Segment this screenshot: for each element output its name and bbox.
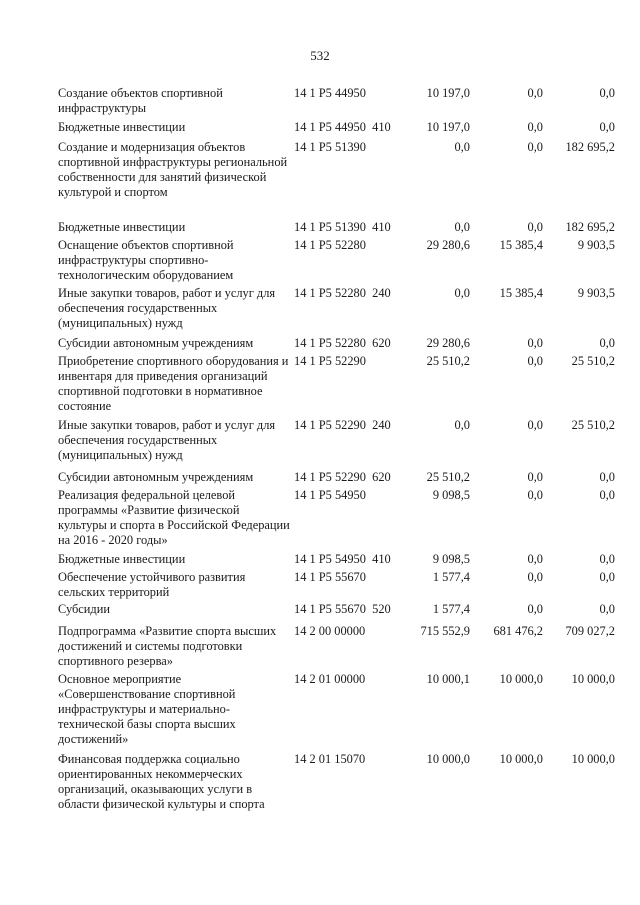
row-name: Реализация федеральной целевой программы «Развитие физической культуры и спорта в Российской Федерации на 2016 - 2020 годы» — [58, 488, 290, 547]
row-value-1: 715 552,9 — [420, 624, 470, 638]
row-value-1: 10 000,1 — [426, 672, 470, 686]
row-value-3: 182 695,2 — [565, 220, 615, 234]
table-row — [0, 470, 640, 486]
table-row — [0, 286, 640, 332]
row-name: Оснащение объектов спортивной инфраструктуры спортивно-технологическим оборудованием — [58, 238, 234, 282]
row-value-1: 1 577,4 — [432, 570, 470, 584]
table-row — [0, 624, 640, 668]
table-row — [0, 752, 640, 828]
row-code: 14 1 P5 55670 520 — [294, 602, 391, 616]
row-value-1: 9 098,5 — [432, 488, 470, 502]
row-code: 14 1 P5 52280 620 — [294, 336, 391, 350]
row-value-3: 10 000,0 — [571, 672, 615, 686]
row-value-3: 182 695,2 — [565, 140, 615, 154]
row-value-2: 10 000,0 — [499, 752, 543, 766]
row-code: 14 1 P5 51390 410 — [294, 220, 391, 234]
table-row — [0, 120, 640, 136]
row-code: 14 1 P5 44950 — [294, 86, 366, 100]
row-value-2: 0,0 — [527, 140, 543, 154]
table-row — [0, 418, 640, 464]
row-value-1: 29 280,6 — [426, 336, 470, 350]
table-row — [0, 570, 640, 600]
row-value-3: 10 000,0 — [571, 752, 615, 766]
row-value-1: 0,0 — [454, 286, 470, 300]
row-value-2: 0,0 — [527, 86, 543, 100]
row-value-3: 0,0 — [599, 602, 615, 616]
row-value-3: 25 510,2 — [571, 418, 615, 432]
row-code: 14 1 P5 52290 — [294, 354, 366, 368]
table-row — [0, 336, 640, 352]
row-name: Основное мероприятие «Совершенствование спортивной инфраструктуры и материально-технической базы спорта высших достижений» — [58, 672, 236, 746]
row-value-3: 25 510,2 — [571, 354, 615, 368]
table-row — [0, 354, 640, 414]
row-value-3: 0,0 — [599, 470, 615, 484]
row-code: 14 2 00 00000 — [294, 624, 366, 638]
row-value-3: 0,0 — [599, 120, 615, 134]
row-value-2: 0,0 — [527, 488, 543, 502]
row-value-3: 0,0 — [599, 336, 615, 350]
row-value-1: 29 280,6 — [426, 238, 470, 252]
row-value-1: 0,0 — [454, 418, 470, 432]
row-value-1: 25 510,2 — [426, 470, 470, 484]
row-code: 14 1 P5 54950 410 — [294, 552, 391, 566]
row-value-2: 681 476,2 — [493, 624, 543, 638]
row-name: Финансовая поддержка социально ориентированных некоммерческих организаций, оказывающих услуги в области физической культуры и спорта — [58, 752, 265, 811]
row-code: 14 1 P5 55670 — [294, 570, 366, 584]
row-value-2: 15 385,4 — [499, 238, 543, 252]
row-value-1: 10 000,0 — [426, 752, 470, 766]
row-value-3: 0,0 — [599, 552, 615, 566]
row-code: 14 1 P5 54950 — [294, 488, 366, 502]
table-row — [0, 602, 640, 618]
table-row — [0, 238, 640, 282]
row-name: Бюджетные инвестиции — [58, 220, 186, 234]
table-row — [0, 140, 640, 216]
row-name: Подпрограмма «Развитие спорта высших достижений и системы подготовки спортивного резерва» — [58, 624, 277, 668]
row-value-1: 10 197,0 — [426, 86, 470, 100]
row-value-2: 0,0 — [527, 552, 543, 566]
row-name: Субсидии автономным учреждениям — [58, 336, 254, 350]
row-value-2: 0,0 — [527, 354, 543, 368]
row-name: Субсидии автономным учреждениям — [58, 470, 254, 484]
row-name: Создание и модернизация объектов спортивной инфраструктуры региональной собственности для занятий физической культурой и спортом — [58, 140, 288, 199]
row-value-2: 0,0 — [527, 220, 543, 234]
row-code: 14 1 P5 52280 240 — [294, 286, 391, 300]
row-value-2: 0,0 — [527, 570, 543, 584]
row-value-2: 0,0 — [527, 120, 543, 134]
row-value-2: 0,0 — [527, 470, 543, 484]
row-value-1: 1 577,4 — [432, 602, 470, 616]
table-row — [0, 672, 640, 748]
row-value-3: 0,0 — [599, 86, 615, 100]
row-name: Бюджетные инвестиции — [58, 552, 186, 566]
row-code: 14 1 P5 51390 — [294, 140, 366, 154]
row-value-1: 9 098,5 — [432, 552, 470, 566]
row-code: 14 1 P5 52280 — [294, 238, 366, 252]
table-row — [0, 86, 640, 116]
table-row — [0, 220, 640, 236]
row-value-3: 9 903,5 — [577, 238, 615, 252]
row-code: 14 2 01 15070 — [294, 752, 366, 766]
row-value-3: 0,0 — [599, 488, 615, 502]
row-value-3: 0,0 — [599, 570, 615, 584]
row-name: Бюджетные инвестиции — [58, 120, 186, 134]
row-value-1: 0,0 — [454, 140, 470, 154]
table-row — [0, 552, 640, 568]
row-code: 14 1 P5 52290 240 — [294, 418, 391, 432]
row-name: Обеспечение устойчивого развития сельских территорий — [58, 570, 246, 599]
page-number: 532 — [310, 48, 330, 63]
table-row — [0, 488, 640, 548]
row-name: Иные закупки товаров, работ и услуг для обеспечения государственных (муниципальных) нужд — [58, 418, 276, 462]
row-code: 14 2 01 00000 — [294, 672, 366, 686]
row-value-2: 15 385,4 — [499, 286, 543, 300]
row-value-2: 0,0 — [527, 336, 543, 350]
row-value-1: 25 510,2 — [426, 354, 470, 368]
row-name: Приобретение спортивного оборудования и инвентаря для приведения организаций спортивной подготовки в нормативное состояние — [58, 354, 289, 413]
row-value-2: 0,0 — [527, 602, 543, 616]
row-name: Иные закупки товаров, работ и услуг для обеспечения государственных (муниципальных) нужд — [58, 286, 276, 330]
row-value-3: 9 903,5 — [577, 286, 615, 300]
row-code: 14 1 P5 52290 620 — [294, 470, 391, 484]
row-value-2: 0,0 — [527, 418, 543, 432]
row-value-1: 0,0 — [454, 220, 470, 234]
row-value-1: 10 197,0 — [426, 120, 470, 134]
row-name: Субсидии — [58, 602, 110, 616]
row-name: Создание объектов спортивной инфраструктуры — [58, 86, 223, 115]
row-code: 14 1 P5 44950 410 — [294, 120, 391, 134]
row-value-2: 10 000,0 — [499, 672, 543, 686]
row-value-3: 709 027,2 — [565, 624, 615, 638]
